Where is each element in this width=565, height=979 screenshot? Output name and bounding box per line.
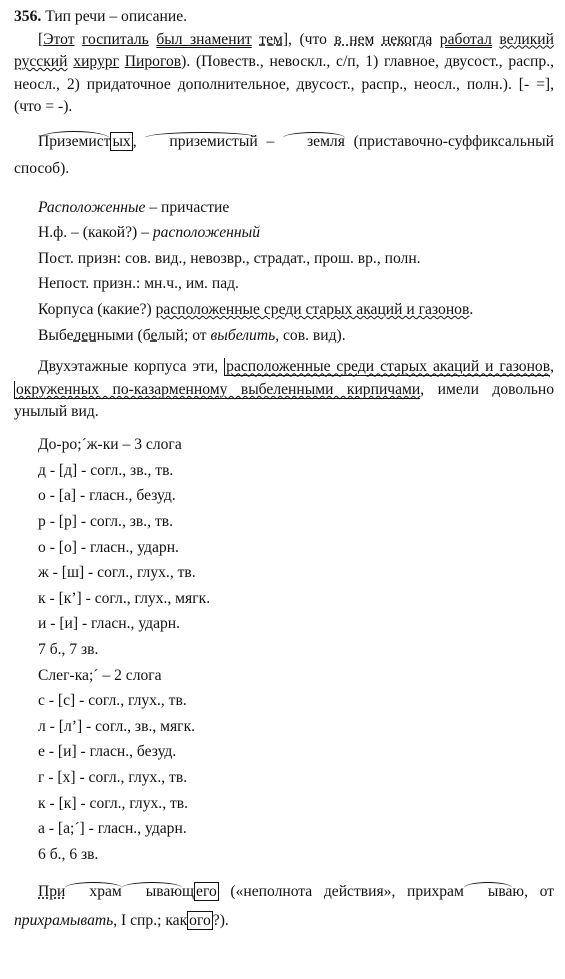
comma: ,	[550, 358, 554, 376]
morphological-analysis	[14, 197, 554, 348]
phonetic-row: к - [к’] - согл., глух., мягк.	[38, 589, 211, 607]
predicate: был знаменит	[156, 30, 252, 48]
root: храм	[65, 882, 121, 900]
phonetic-header: Слег-ка;´ – 2 слога	[38, 666, 162, 684]
dash: –	[257, 133, 283, 151]
phonetic-row: о - [а] - гласн., безуд.	[38, 487, 176, 505]
word-part: Выбе	[38, 326, 74, 344]
bracket-text: ], (что	[282, 30, 335, 48]
constant-features: Пост. призн: сов. вид., невозвр., страдат., прош. вр., полн.	[38, 249, 421, 267]
subject-noun: госпиталь	[82, 30, 149, 48]
subject-3: Пирогов	[124, 53, 182, 71]
prefix: При	[38, 883, 66, 901]
participial-phrase-1: расположенные среди старых акаций и газонов	[226, 358, 551, 376]
initial-form: расположенный	[152, 224, 261, 242]
role-question: Корпуса (какие?)	[38, 301, 156, 319]
explanation-end: ?).	[212, 911, 229, 929]
sentence-end: , имели довольно унылый вид.	[14, 380, 555, 421]
base-word: приземистый	[145, 132, 257, 150]
ending-box-2: ого	[189, 911, 211, 929]
phonetic-row: е - [и] - гласн., безуд.	[38, 743, 177, 761]
phonetic-row: и - [и] - гласн., ударн.	[38, 615, 181, 633]
adverbial-word: в нем	[334, 30, 375, 48]
ending-box: его	[196, 883, 217, 901]
participial-phrase-2: окруженных по-казарменному выбеленными кирпичами	[16, 380, 421, 398]
phonetic-row: а - [а;´] - гласн., ударн.	[38, 820, 187, 838]
morpheme-root: Приземист	[38, 133, 111, 151]
checked-vowel: е	[150, 326, 158, 344]
suffix: лен	[73, 326, 97, 344]
attribute-word-2: русский	[14, 53, 68, 71]
word-part-2: ными (б	[96, 326, 151, 344]
participial-phrase: расположенные среди старых акаций и газонов	[155, 301, 470, 319]
phonetic-analysis-2	[14, 665, 554, 867]
phonetic-row: ж - [ш] - согл., глух., тв.	[38, 564, 196, 582]
explanation-3: , I спр.; как	[113, 911, 188, 929]
formation-method: (приставочно-суффиксальный способ).	[14, 133, 554, 178]
ending-box: ых	[112, 133, 131, 151]
comma: ,	[132, 133, 146, 151]
exercise-heading	[14, 6, 554, 29]
sentence-characteristics: ). (Повеств., невоскл., с/п, 1) главное, двусост., распр., неосл., 2) придаточное дополнительное, двусост., распр., неосл., полн.). [- =], (что = -).	[14, 53, 554, 116]
morpheme-analysis	[14, 878, 554, 934]
word-part-3: лый; от	[157, 326, 211, 344]
phonetic-row: с - [с] - согл., глух., тв.	[38, 692, 187, 710]
object-word: тем	[259, 30, 283, 48]
page	[14, 6, 554, 935]
attribute-word: великий	[499, 30, 554, 48]
punctuation-sentence	[14, 356, 554, 424]
suffix-arc-2: ыва	[464, 882, 513, 900]
phonetic-row: к - [к] - согл., глух., тв.	[38, 794, 189, 812]
word-formation	[14, 128, 554, 183]
subject-word: Этот	[43, 30, 75, 48]
subject-2: хирург	[73, 53, 119, 71]
sentence-start: Двухэтажные корпуса эти,	[38, 358, 225, 376]
phonetic-row: г - [х] - согл., глух., тв.	[38, 769, 188, 787]
phonetic-total: 7 б., 7 зв.	[38, 640, 99, 658]
part-of-speech: – причастие	[145, 198, 230, 216]
initial-form-label: Н.ф. – (какой?) –	[38, 224, 153, 242]
predicate-2: работал	[439, 30, 492, 48]
sentence-analysis	[14, 29, 554, 119]
exercise-number: 356.	[14, 8, 42, 25]
participle-word: Расположенные	[38, 198, 146, 216]
phonetic-row: л - [л’] - согл., зв., мягк.	[38, 717, 196, 735]
variable-features: Непост. призн.: мн.ч., им. пад.	[38, 275, 239, 293]
source-verb: выбелить	[210, 326, 276, 344]
suffix-letter: щ	[182, 883, 195, 901]
phonetic-total: 6 б., 6 зв.	[38, 845, 99, 863]
phonetic-row: р - [р] - согл., зв., тв.	[38, 512, 174, 530]
explanation-2: ю, от	[512, 883, 554, 901]
explanation: («неполнота действия», прихрам	[218, 883, 464, 901]
phonetic-analysis-1	[14, 434, 554, 661]
suffix-arc: ываю	[122, 882, 182, 900]
bracket: [	[38, 30, 44, 48]
phonetic-header: До-ро;´ж-ки – 3 слога	[38, 436, 182, 454]
phonetic-row: д - [д] - согл., зв., тв.	[38, 461, 174, 479]
exercise-title: Тип речи – описание.	[41, 8, 188, 25]
root-word: земля	[283, 132, 345, 150]
aspect-note: , сов. вид).	[275, 326, 346, 344]
period: .	[469, 301, 474, 319]
adverbial-word-2: некогда	[381, 30, 433, 48]
phonetic-row: о - [о] - гласн., ударн.	[38, 538, 179, 556]
source-verb: прихрамывать	[14, 911, 114, 929]
